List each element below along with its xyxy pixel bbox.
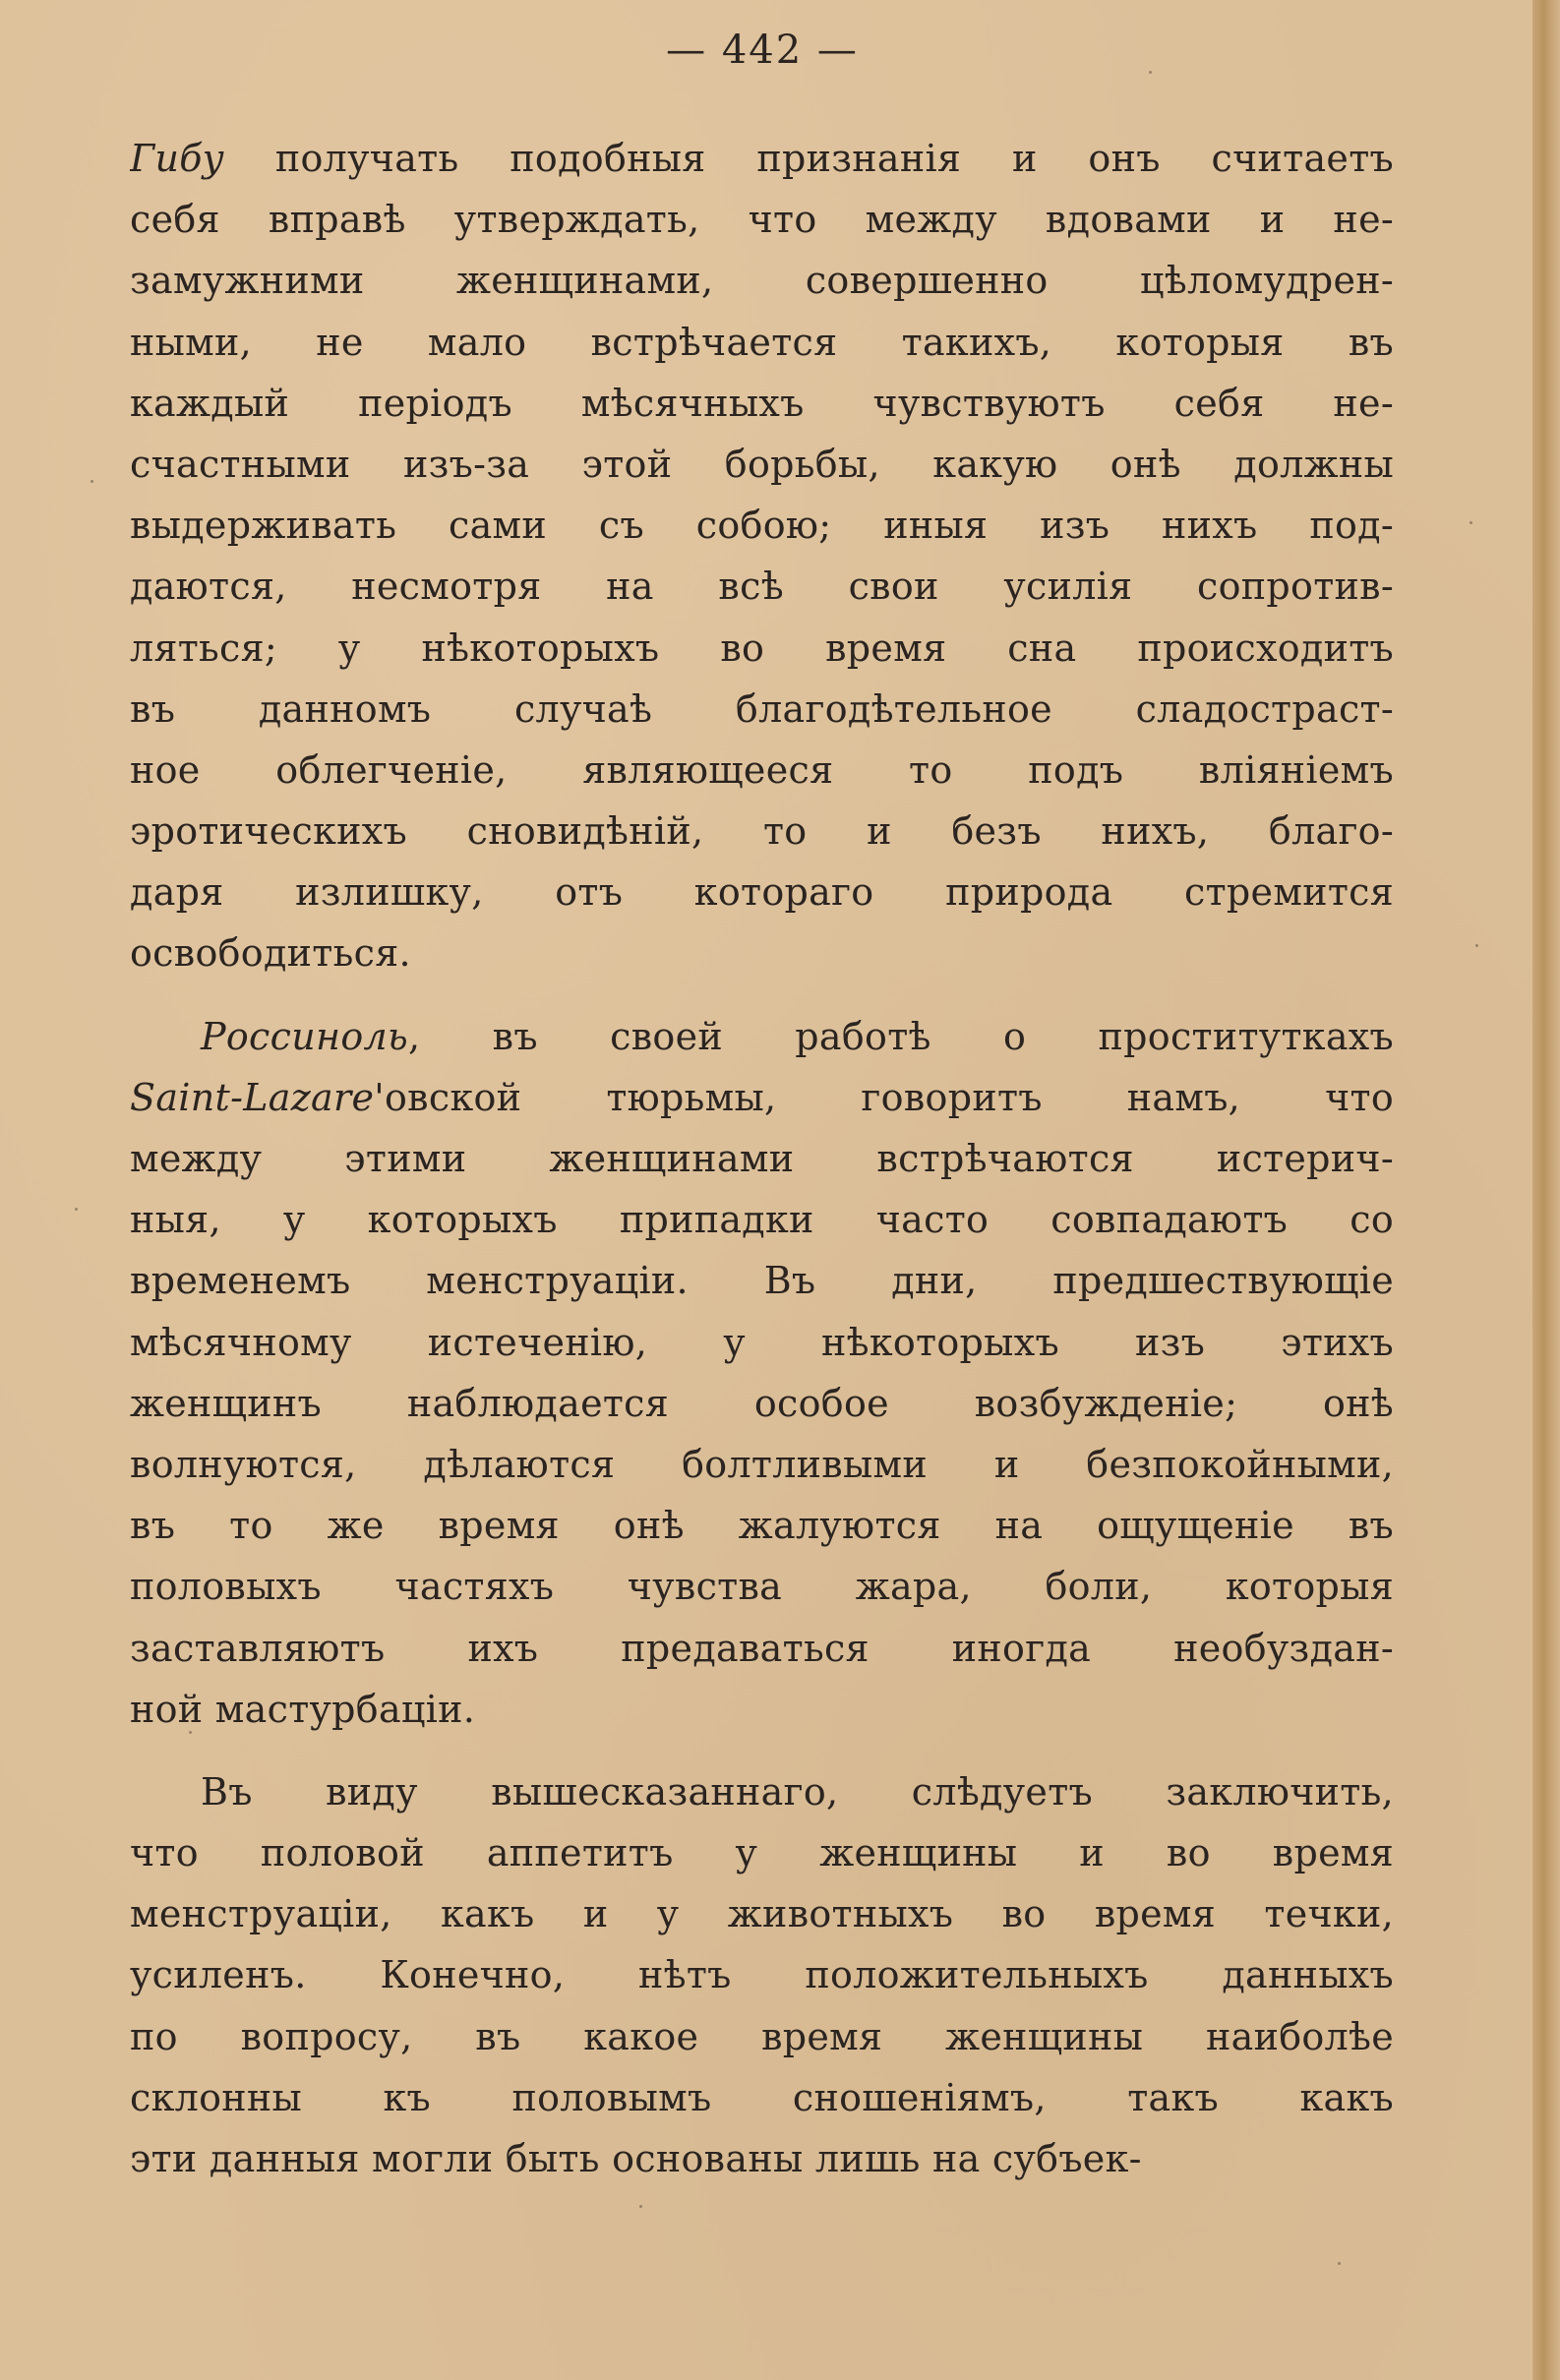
text-line: [130, 1250, 1394, 1311]
text-line: [130, 495, 1394, 556]
paragraph: [130, 1761, 1394, 2189]
text-line: [130, 1556, 1394, 1617]
text-segment: менструаціи, какъ и у животныхъ во время течки,: [130, 1892, 1394, 1936]
text-segment: получать подобныя признанія и онъ считаетъ: [224, 137, 1394, 180]
text-segment: счастными изъ-за этой борьбы, какую онѣ должны: [130, 442, 1394, 486]
text-segment: ной мастурбаціи.: [130, 1687, 476, 1731]
text-line: [130, 1006, 1394, 1067]
text-line: [130, 556, 1394, 617]
body-text: [130, 128, 1394, 2189]
text-line: [130, 128, 1394, 189]
text-segment: что половой аппетитъ у женщины и во время: [130, 1831, 1394, 1875]
text-segment: ное облегченіе, являющееся то подъ вліяніемъ: [130, 747, 1394, 792]
text-line: [130, 1618, 1394, 1679]
text-line: [130, 250, 1394, 311]
text-segment: Въ виду вышесказаннаго, слѣдуетъ заключить,: [201, 1769, 1394, 1814]
text-line: [130, 2006, 1394, 2067]
text-segment: волнуются, дѣлаются болтливыми и безпокойными,: [130, 1442, 1394, 1486]
text-segment: ныя, у которыхъ припадки часто совпадаютъ со: [130, 1198, 1394, 1242]
text-segment: временемъ менструаціи. Въ дни, предшествующіе: [130, 1259, 1394, 1303]
page-edge: [1532, 0, 1560, 2380]
text-segment: склонны къ половымъ сношеніямъ, такъ какъ: [130, 2075, 1394, 2119]
italic-name: Россиноль: [201, 1014, 408, 1058]
paper-speck: [1470, 521, 1472, 524]
text-line: [130, 618, 1394, 679]
text-line: [130, 2067, 1394, 2128]
text-line: [130, 1761, 1394, 1822]
text-segment: въ данномъ случаѣ благодѣтельное сладостраст-: [130, 686, 1394, 731]
text-line: [130, 1679, 1394, 1740]
text-segment: каждый періодъ мѣсячныхъ чувствуютъ себя не-: [130, 381, 1394, 425]
text-line: [130, 434, 1394, 495]
text-segment: 'овской тюрьмы, говоритъ намъ, что: [374, 1075, 1394, 1119]
paper-speck: [1149, 71, 1152, 74]
text-segment: въ то же время онѣ жалуются на ощущеніе въ: [130, 1504, 1394, 1548]
text-line: [130, 1883, 1394, 1944]
text-segment: себя вправѣ утверждать, что между вдовами и не-: [130, 198, 1394, 242]
text-line: [130, 679, 1394, 740]
text-line: [130, 922, 1394, 983]
text-segment: освободиться.: [130, 931, 411, 976]
text-line: [130, 1128, 1394, 1189]
paper-speck: [639, 2205, 642, 2208]
text-line: [130, 862, 1394, 922]
text-segment: ными, не мало встрѣчается такихъ, которыя въ: [130, 320, 1394, 364]
text-segment: усиленъ. Конечно, нѣтъ положительныхъ данныхъ: [130, 1953, 1394, 1997]
paper-speck: [90, 480, 93, 483]
text-segment: даются, несмотря на всѣ свои усилія сопротив-: [130, 565, 1394, 609]
text-segment: даря излишку, отъ котораго природа стремится: [130, 870, 1394, 915]
text-segment: между этими женщинами встрѣчаются истерич-: [130, 1137, 1394, 1180]
text-line: [130, 801, 1394, 862]
text-segment: замужними женщинами, совершенно цѣломудрен-: [130, 259, 1394, 303]
paragraph: [130, 128, 1394, 984]
paper-speck: [1338, 2262, 1341, 2265]
text-line: [130, 2128, 1394, 2189]
paper-speck: [1475, 944, 1478, 947]
text-line: [130, 1312, 1394, 1373]
text-segment: заставляютъ ихъ предаваться иногда необуздан-: [130, 1626, 1394, 1670]
text-segment: ляться; у нѣкоторыхъ во время сна происходитъ: [130, 625, 1394, 670]
text-line: [130, 1944, 1394, 2005]
text-line: [130, 1373, 1394, 1434]
text-segment: женщинъ наблюдается особое возбужденіе; онѣ: [130, 1381, 1394, 1425]
text-line: [130, 740, 1394, 801]
paper-speck: [75, 1208, 78, 1211]
text-segment: эротическихъ сновидѣній, то и безъ нихъ, благо-: [130, 809, 1394, 854]
text-line: [130, 1434, 1394, 1495]
page-number: — 442 —: [666, 28, 859, 73]
text-segment: эти данныя могли быть основаны лишь на субъек-: [130, 2137, 1142, 2180]
text-segment: , въ своей работѣ о проституткахъ: [407, 1014, 1394, 1058]
text-line: [130, 1067, 1394, 1128]
text-line: [130, 312, 1394, 373]
italic-name: Гибу: [130, 137, 225, 180]
text-segment: половыхъ частяхъ чувства жара, боли, которыя: [130, 1565, 1394, 1609]
text-segment: мѣсячному истеченію, у нѣкоторыхъ изъ этихъ: [130, 1320, 1394, 1364]
text-segment: выдерживать сами съ собою; иныя изъ нихъ под-: [130, 504, 1394, 548]
italic-name: Saint-Lazare: [130, 1075, 375, 1119]
text-line: [130, 1822, 1394, 1883]
text-line: [130, 373, 1394, 434]
paper-speck: [189, 1731, 192, 1734]
paragraph: [130, 1006, 1394, 1740]
text-segment: по вопросу, въ какое время женщины наиболѣе: [130, 2014, 1394, 2058]
text-line: [130, 1189, 1394, 1250]
text-line: [130, 1495, 1394, 1556]
text-line: [130, 189, 1394, 250]
